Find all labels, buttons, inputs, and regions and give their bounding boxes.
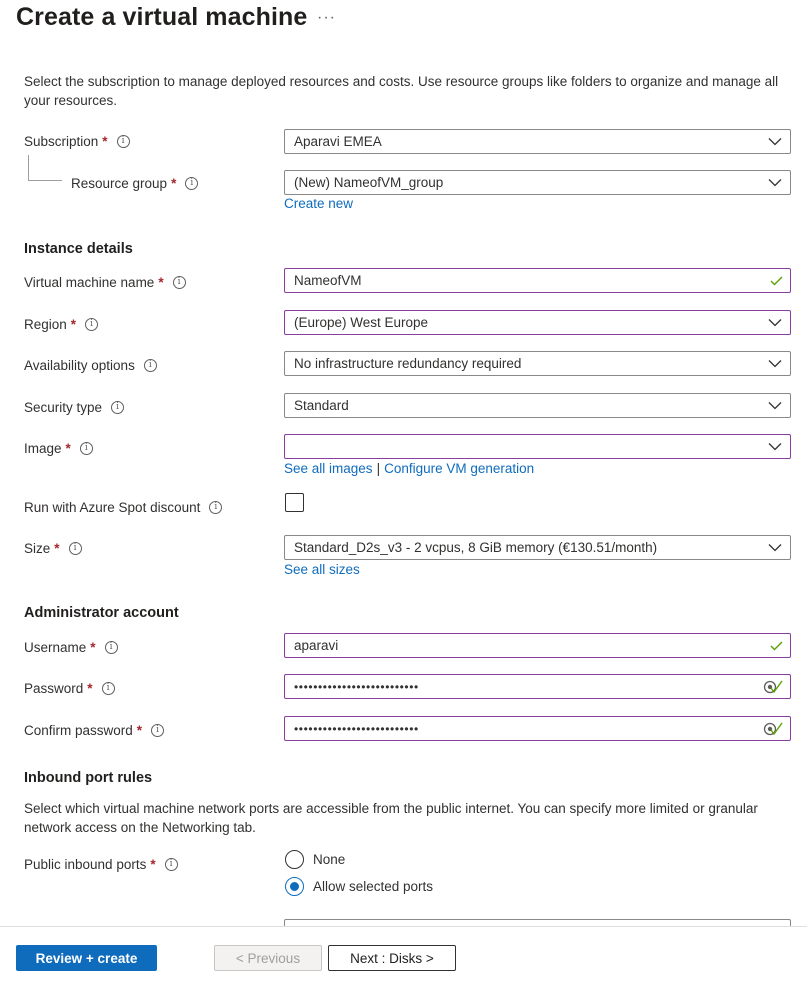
vm-name-input[interactable]: NameofVM [284, 268, 791, 293]
availability-dropdown[interactable]: No infrastructure redundancy required [284, 351, 791, 376]
required-marker: * [171, 175, 177, 191]
required-marker: * [65, 440, 71, 456]
link-separator: | [376, 461, 381, 476]
info-icon[interactable]: i [185, 177, 198, 190]
info-icon[interactable]: i [102, 682, 115, 695]
region-label: Region * i [24, 314, 98, 334]
resource-group-label: Resource group * i [71, 173, 198, 193]
footer-divider [0, 926, 807, 927]
required-marker: * [136, 722, 143, 738]
info-icon[interactable]: i [173, 276, 186, 289]
chevron-down-icon [760, 311, 790, 334]
intro-text: Select the subscription to manage deployed resources and costs. Use resource groups like folders to organize and manage all your resources. [24, 74, 779, 108]
next-disks-button[interactable]: Next : Disks > [328, 945, 456, 971]
image-label: Image * i [24, 438, 93, 458]
radio-allow-selected-ports[interactable]: Allow selected ports [285, 877, 433, 896]
checkmark-icon [762, 276, 790, 286]
username-label: Username * i [24, 637, 118, 657]
chevron-down-icon [760, 352, 790, 375]
info-icon[interactable]: i [80, 442, 93, 455]
required-marker: * [102, 133, 108, 149]
chevron-down-icon [760, 536, 790, 559]
info-icon[interactable]: i [111, 401, 124, 414]
size-dropdown[interactable]: Standard_D2s_v3 - 2 vcpus, 8 GiB memory (€130.51/month) [284, 535, 791, 560]
required-marker: * [70, 316, 77, 332]
spot-discount-checkbox[interactable] [285, 493, 304, 512]
review-create-button[interactable]: Review + create [16, 945, 157, 971]
security-type-label: Security type i [24, 397, 124, 417]
required-marker: * [158, 274, 164, 290]
admin-account-heading: Administrator account [24, 605, 179, 621]
info-icon[interactable]: i [117, 135, 130, 148]
chevron-down-icon [760, 171, 790, 194]
resource-group-dropdown[interactable]: (New) NameofVM_group [284, 170, 791, 195]
vm-name-label: Virtual machine name * i [24, 272, 186, 292]
inbound-rules-heading: Inbound port rules [24, 770, 153, 786]
confirm-password-input[interactable]: •••••••••••••••••••••••••• [284, 716, 791, 741]
security-type-dropdown[interactable]: Standard [284, 393, 791, 418]
more-icon[interactable]: ··· [317, 9, 336, 26]
subscription-dropdown[interactable]: Aparavi EMEA [284, 129, 791, 154]
size-label: Size * i [24, 538, 82, 558]
radio-button[interactable] [285, 850, 304, 869]
info-icon[interactable]: i [69, 542, 82, 555]
see-all-images-link[interactable]: See all images [284, 461, 373, 476]
instance-details-heading: Instance details [24, 241, 133, 257]
password-input[interactable]: •••••••••••••••••••••••••• [284, 674, 791, 699]
availability-label: Availability options i [24, 355, 157, 375]
password-reveal-icon[interactable] [756, 721, 790, 737]
tree-connector [28, 155, 62, 181]
subscription-label: Subscription * i [24, 131, 130, 151]
chevron-down-icon [760, 394, 790, 417]
username-input[interactable]: aparavi [284, 633, 791, 658]
chevron-down-icon [760, 130, 790, 153]
info-icon[interactable]: i [151, 724, 164, 737]
radio-none[interactable]: None [285, 850, 345, 869]
image-links [284, 461, 534, 476]
info-icon[interactable]: i [85, 318, 98, 331]
page-title: Create a virtual machine [16, 3, 308, 31]
info-icon[interactable]: i [144, 359, 157, 372]
region-dropdown[interactable]: (Europe) West Europe [284, 310, 791, 335]
required-marker: * [87, 680, 93, 696]
previous-button[interactable]: < Previous [214, 945, 322, 971]
password-reveal-icon[interactable] [756, 679, 790, 695]
configure-vm-generation-link[interactable]: Configure VM generation [384, 461, 535, 476]
radio-button-selected[interactable] [285, 877, 304, 896]
image-dropdown[interactable] [284, 434, 791, 459]
info-icon[interactable]: i [165, 858, 178, 871]
checkmark-icon [762, 641, 790, 651]
required-marker: * [54, 540, 60, 556]
create-new-link[interactable]: Create new [284, 196, 354, 211]
info-icon[interactable]: i [105, 641, 118, 654]
confirm-password-label: Confirm password * i [24, 720, 164, 740]
info-icon[interactable]: i [209, 501, 222, 514]
spot-discount-label: Run with Azure Spot discount i [24, 497, 222, 517]
see-all-sizes-link[interactable]: See all sizes [284, 562, 360, 577]
required-marker: * [90, 639, 96, 655]
password-label: Password * i [24, 678, 115, 698]
chevron-down-icon [760, 435, 790, 458]
inbound-description: Select which virtual machine network ports are accessible from the public internet. You can specify more limited or granular network access on the Networking tab. [24, 801, 758, 835]
public-inbound-ports-label: Public inbound ports * i [24, 854, 178, 874]
required-marker: * [150, 856, 156, 872]
